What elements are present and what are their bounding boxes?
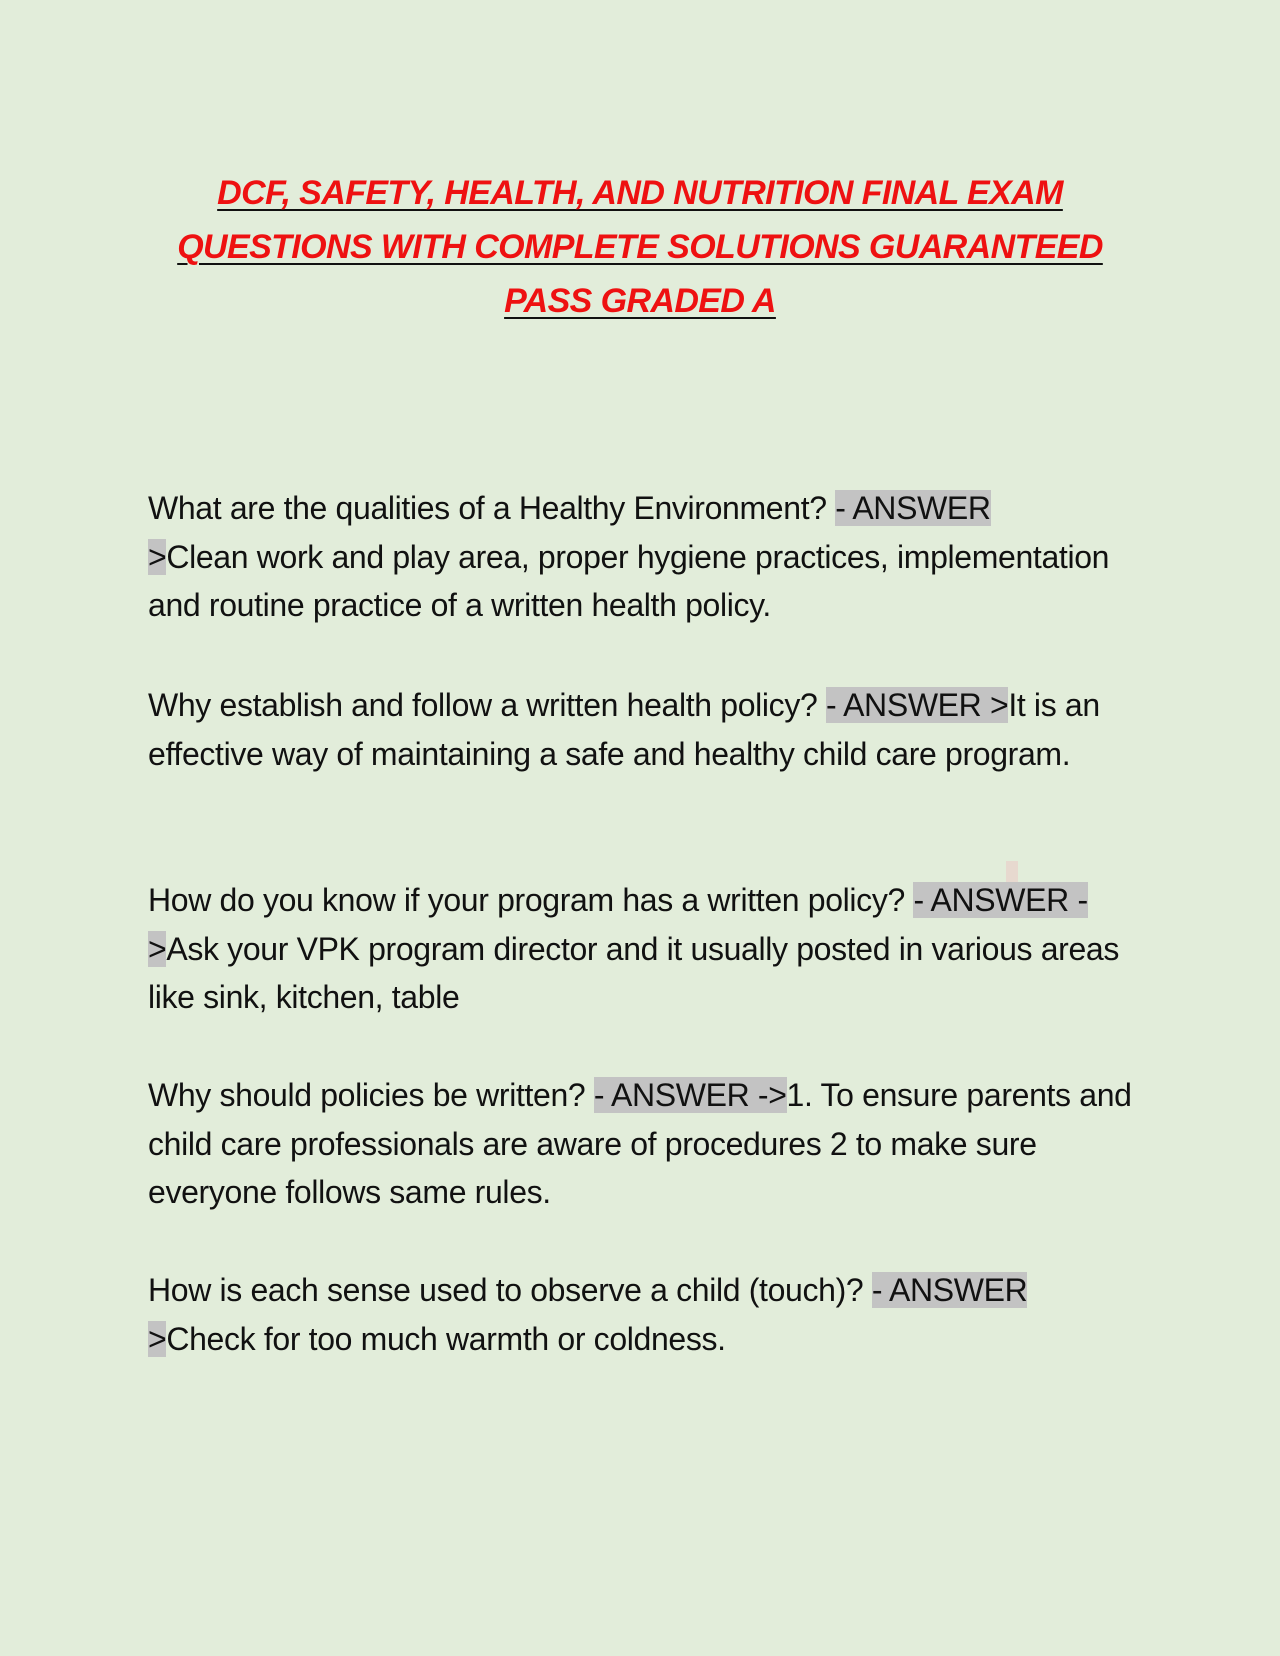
question-text: How is each sense used to observe a child (touch)? [148, 1272, 872, 1308]
title-line-2: QUESTIONS WITH COMPLETE SOLUTIONS GUARANTEED [177, 228, 1103, 266]
answer-text: 1. To ensure parents and child care professionals are aware of procedures 2 to make sure everyone follows same rules. [148, 1077, 1132, 1210]
answer-marker: - ANSWER > [148, 1272, 1028, 1357]
qa-item-4 [148, 1071, 1133, 1217]
question-text: Why establish and follow a written health policy? [148, 687, 826, 723]
question-text: What are the qualities of a Healthy Environment? [148, 490, 836, 526]
answer-marker: - ANSWER -> [593, 1077, 787, 1113]
document-title [140, 166, 1140, 328]
answer-text: Check for too much warmth or coldness. [166, 1320, 726, 1357]
qa-item-5 [148, 1266, 1133, 1363]
qa-item-3 [148, 876, 1133, 1022]
answer-marker: - ANSWER > [148, 490, 991, 575]
answer-text: Ask your VPK program director and it usually posted in various areas like sink, kitchen, table [148, 930, 1120, 1015]
answer-marker: - ANSWER -> [148, 882, 1088, 967]
title-line-3: PASS GRADED A [504, 282, 776, 320]
title-line-1: DCF, SAFETY, HEALTH, AND NUTRITION FINAL EXAM [217, 174, 1063, 212]
question-text: How do you know if your program has a written policy? [148, 882, 914, 918]
qa-item-1 [148, 484, 1133, 630]
question-text: Why should policies be written? [148, 1077, 594, 1113]
answer-text: It is an effective way of maintaining a safe and healthy child care program. [148, 687, 1100, 772]
qa-item-2 [148, 681, 1133, 778]
answer-text: Clean work and play area, proper hygiene practices, implementation and routine practice of a written health policy. [148, 538, 1110, 623]
answer-marker: - ANSWER > [825, 687, 1009, 723]
